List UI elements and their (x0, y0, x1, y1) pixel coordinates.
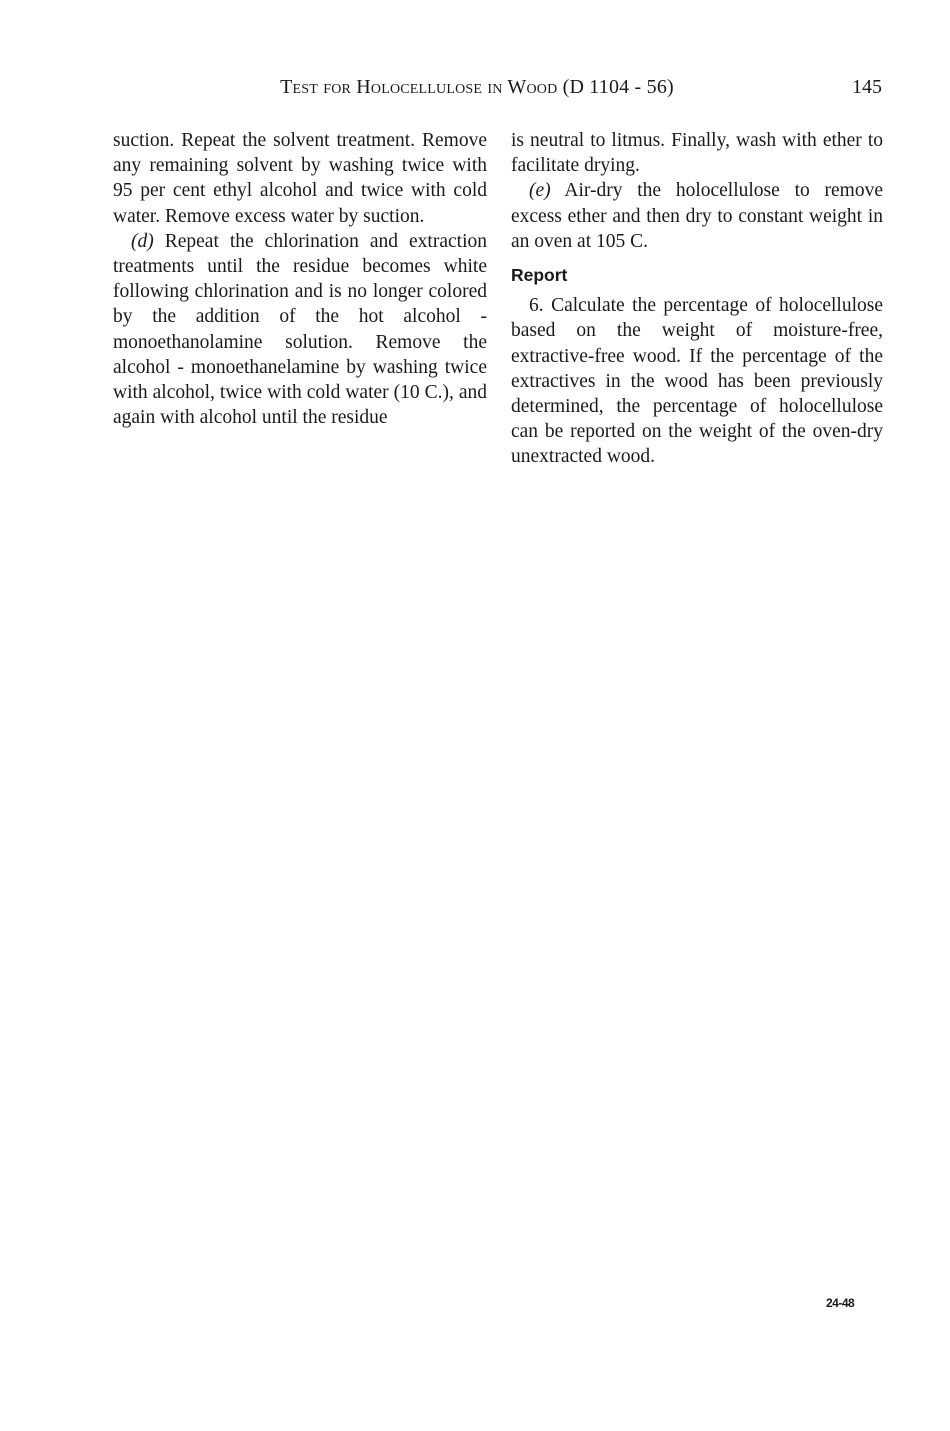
page-number: 145 (852, 76, 882, 98)
step-e-text: Air-dry the holocellulose to remove excess ether and then dry to constant weight in an oven at 105 C. (511, 180, 883, 252)
step-d-label: (d) (131, 230, 154, 252)
right-column (511, 128, 883, 470)
running-title (112, 76, 842, 99)
running-title-main: Test for Holocellulose in Wood (280, 76, 558, 98)
paragraph-step-d (113, 229, 487, 431)
step-e-label: (e) (529, 180, 551, 202)
footer-code: 24-48 (826, 1296, 855, 1310)
section-heading-report: Report (511, 265, 568, 286)
paragraph-suction: suction. Repeat the solvent treatment. Remove any remaining solvent by washing twice with 95 per cent ethyl alcohol and twice with cold water. Remove excess water by suction. (113, 130, 487, 227)
running-title-designation: (D 1104 - 56) (562, 76, 674, 98)
paragraph-step-e (511, 178, 883, 254)
running-header (112, 76, 882, 106)
step-d-text: Repeat the chlorination and extraction treatments until the residue becomes white following chlorination and is no longer colored by the addition of the hot alcohol - monoethanolamine solution. Remove the alcohol - monoethanelamine by washing twice with alcohol, twice with cold water (10 C.), and again with alcohol until the residue (113, 230, 487, 429)
paragraph-calculate: 6. Calculate the percentage of holocellulose based on the weight of moisture-free, extractive-free wood. If the percentage of the extractives in the wood has been previously determined, the percentage of holocellulose can be reported on the weight of the oven-dry unextracted wood. (511, 295, 883, 468)
paragraph-neutral: is neutral to litmus. Finally, wash with ether to facilitate drying. (511, 130, 883, 177)
left-column (113, 128, 487, 430)
